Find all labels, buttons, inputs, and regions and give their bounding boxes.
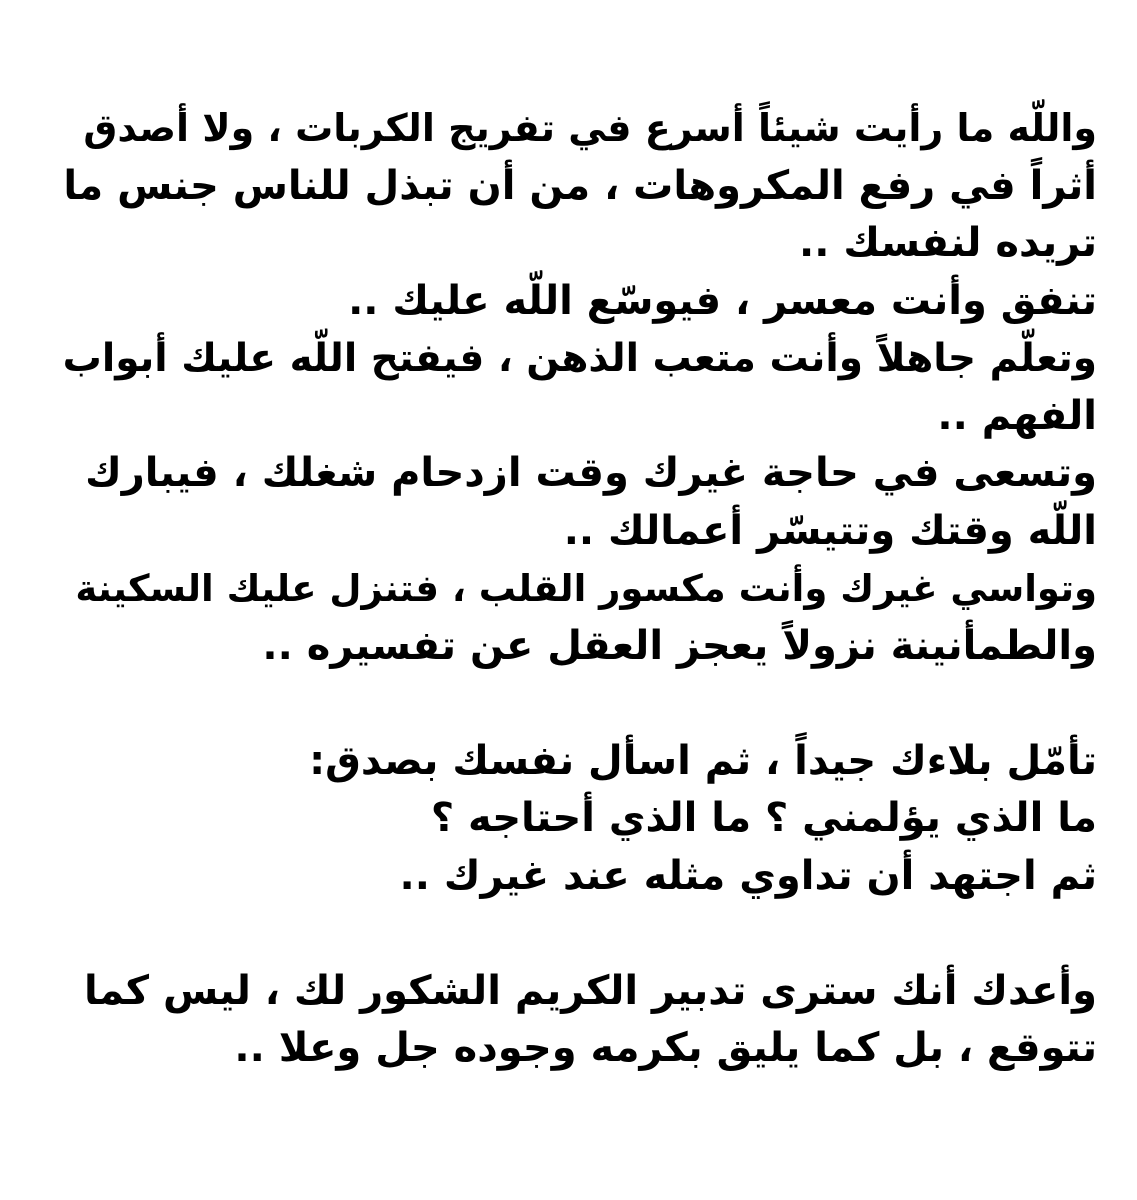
text-line: واللّه ما رأيت شيئاً أسرع في تفريج الكربات ، ولا أصدق — [83, 106, 1097, 150]
paragraph-1 — [60, 100, 1097, 675]
text-line: تريده لنفسك .. — [799, 220, 1097, 266]
text-line: وتسعى في حاجة غيرك وقت ازدحام شغلك ، فيبارك — [85, 450, 1097, 496]
paragraph-2 — [60, 733, 1097, 906]
text-line: وتعلّم جاهلاً وأنت متعب الذهن ، فيفتح اللّه عليك أبواب — [62, 336, 1097, 381]
paragraph-gap — [60, 905, 1097, 963]
text-line: أثراً في رفع المكروهات ، من أن تبذل للناس جنس ما — [63, 162, 1097, 209]
text-line: الفهم .. — [937, 392, 1097, 439]
text-line: تنفق وأنت معسر ، فيوسّع اللّه عليك .. — [348, 277, 1097, 324]
text-line: تتوقع ، بل كما يليق بكرمه وجوده جل وعلا .. — [234, 1025, 1097, 1071]
text-line: وتواسي غيرك وأنت مكسور القلب ، فتنزل عليك السكينة — [75, 567, 1097, 610]
text-line: ثم اجتهد أن تداوي مثله عند غيرك .. — [399, 852, 1097, 899]
text-line: والطمأنينة نزولاً يعجز العقل عن تفسيره .. — [262, 622, 1097, 669]
text-line: اللّه وقتك وتتيسّر أعمالك .. — [563, 507, 1097, 554]
text-line: وأعدك أنك سترى تدبير الكريم الشكور لك ، ليس كما — [83, 967, 1097, 1014]
text-block — [60, 100, 1097, 1078]
paragraph-gap — [60, 675, 1097, 733]
text-line: تأمّل بلاءك جيداً ، ثم اسأل نفسك بصدق: — [309, 737, 1097, 784]
paragraph-3 — [60, 963, 1097, 1078]
text-line: ما الذي يؤلمني ؟ ما الذي أحتاجه ؟ — [430, 795, 1097, 841]
